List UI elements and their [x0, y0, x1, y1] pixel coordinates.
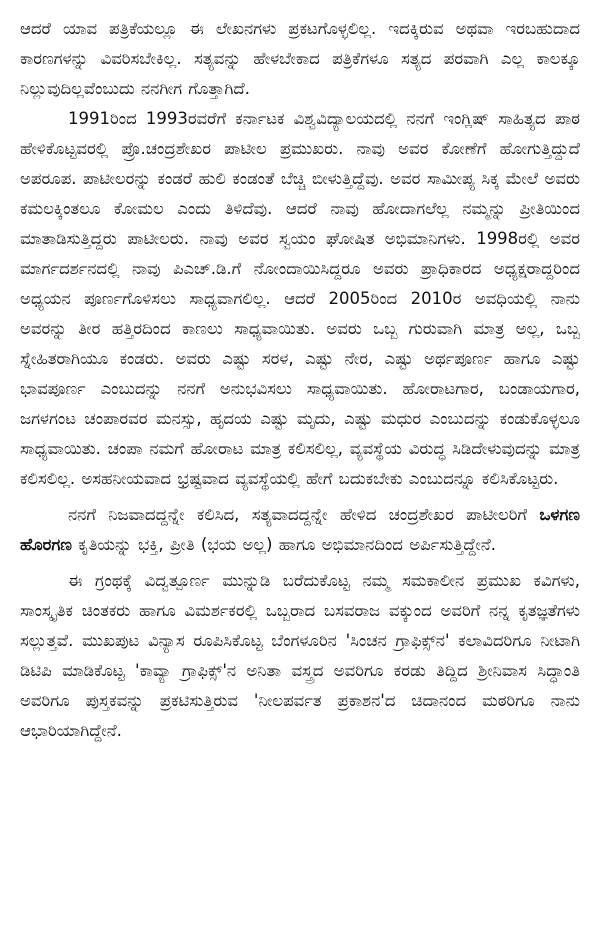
dedication-text-before: ನನಗೆ ನಿಜವಾದದ್ದನ್ನೇ ಕಲಿಸಿದ, ಸತ್ಯವಾದದ್ದನ್ನೇ ಹೇಳಿದ ಚಂದ್ರಶೇಖರ ಪಾಟೀಲರಿಗೆ: [68, 505, 540, 524]
paragraph-dedication: [20, 500, 580, 560]
paragraph-professor-patil: 1991ರಿಂದ 1993ರವರೆಗೆ ಕರ್ನಾಟಕ ವಿಶ್ವವಿದ್ಯಾಲಯದಲ್ಲಿ ನನಗೆ ಇಂಗ್ಲಿಷ್ ಸಾಹಿತ್ಯದ ಪಾಠ ಹೇಳಿಕೊಟ್ಟವರಲ್ಲಿ ಪ್ರೊ.ಚಂದ್ರಶೇಖರ ಪಾಟೀಲ ಪ್ರಮುಖರು. ನಾವು ಅವರ ಕೋಣೆಗೆ ಹೋಗುತ್ತಿದ್ದುದೆ ಅಪರೂಪ. ಪಾಟೀಲರನ್ನು ಕಂಡರೆ ಹುಲಿ ಕಂಡಂತೆ ಬೆಚ್ಚಿ ಬೀಳುತ್ತಿದ್ದೆವು. ಅವರ ಸಾಮೀಪ್ಯ ಸಿಕ್ಕ ಮೇಲೆ ಅವರು ಕಮಲಕ್ಕಿಂತಲೂ ಕೋಮಲ ಎಂದು ತಿಳಿದೆವು. ಆದರೆ ನಾವು ಹೋದಾಗಲೆಲ್ಲ ನಮ್ಮನ್ನು ಪ್ರೀತಿಯಿಂದ ಮಾತಾಡಿಸುತ್ತಿದ್ದರು ಪಾಟೀಲರು. ನಾವು ಅವರ ಸ್ವಯಂ ಘೋಷಿತ ಅಭಿಮಾನಿಗಳು. 1998ರಲ್ಲಿ ಅವರ ಮಾರ್ಗದರ್ಶನದಲ್ಲಿ ನಾವು ಪಿಎಚ್.ಡಿ.ಗೆ ನೋಂದಾಯಿಸಿದ್ದರೂ ಅವರು ಪ್ರಾಧಿಕಾರದ ಅಧ್ಯಕ್ಷರಾದ್ದರಿಂದ ಅಧ್ಯಯನ ಪೂರ್ಣಗೊಳಿಸಲು ಸಾಧ್ಯವಾಗಲಿಲ್ಲ. ಆದರೆ 2005ರಿಂದ 2010ರ ಅವಧಿಯಲ್ಲಿ ನಾನು ಅವರನ್ನು ತೀರ ಹತ್ತಿರದಿಂದ ಕಾಣಲು ಸಾಧ್ಯವಾಯಿತು. ಅವರು ಒಬ್ಬ ಗುರುವಾಗಿ ಮಾತ್ರ ಅಲ್ಲ, ಒಬ್ಬ ಸ್ನೇಹಿತರಾಗಿಯೂ ಕಂಡರು. ಅವರು ಎಷ್ಟು ಸರಳ, ಎಷ್ಟು ನೇರ, ಎಷ್ಟು ಅರ್ಥಪೂರ್ಣ ಹಾಗೂ ಎಷ್ಟು ಭಾವಪೂರ್ಣ ಎಂಬುದನ್ನು ನನಗೆ ಅನುಭವಿಸಲು ಸಾಧ್ಯವಾಯಿತು. ಹೋರಾಟಗಾರ, ಬಂಡಾಯಗಾರ, ಜಗಳಗಂಟ ಚಂಪಾರವರ ಮನಸ್ಸು, ಹೃದಯ ಎಷ್ಟು ಮೃದು, ಎಷ್ಟು ಮಧುರ ಎಂಬುದನ್ನು ಕಂಡುಕೊಳ್ಳಲೂ ಸಾಧ್ಯವಾಯಿತು. ಚಂಪಾ ನಮಗೆ ಹೋರಾಟ ಮಾತ್ರ ಕಲಿಸಲಿಲ್ಲ, ವ್ಯವಸ್ಥೆಯ ವಿರುದ್ಧ ಸಿಡಿದೇಳುವುದನ್ನು ಮಾತ್ರ ಕಲಿಸಲಿಲ್ಲ. ಅಸಹನೀಯವಾದ ಭ್ರಷ್ಟವಾದ ವ್ಯವಸ್ಥೆಯಲ್ಲಿ ಹೇಗೆ ಬದುಕಬೇಕು ಎಂಬುದನ್ನೂ ಕಲಿಸಿಕೊಟ್ಟರು.: [20, 109, 580, 488]
paragraph-acknowledgements: ಈ ಗ್ರಂಥಕ್ಕೆ ವಿದ್ವತ್ಪೂರ್ಣ ಮುನ್ನುಡಿ ಬರೆದುಕೊಟ್ಟ ನಮ್ಮ ಸಮಕಾಲೀನ ಪ್ರಮುಖ ಕವಿಗಳು, ಸಾಂಸ್ಕೃತಿಕ ಚಿಂತಕರು ಹಾಗೂ ವಿಮರ್ಶಕರಲ್ಲಿ ಒಬ್ಬರಾದ ಬಸವರಾಜ ವಕ್ಕುಂದ ಅವರಿಗೆ ನನ್ನ ಕೃತಜ್ಞತೆಗಳು ಸಲ್ಲುತ್ತವೆ. ಮುಖಪುಟ ವಿನ್ಯಾಸ ರೂಪಿಸಿಕೊಟ್ಟ ಬೆಂಗಳೂರಿನ 'ಸಿಂಚನ ಗ್ರಾಫಿಕ್ಸ್‌ನ' ಕಲಾವಿದರಿಗೂ ನೀಟಾಗಿ ಡಿಟಿಪಿ ಮಾಡಿಕೊಟ್ಟ 'ಕಾವ್ಯಾ ಗ್ರಾಫಿಕ್ಸ್‌'ನ ಅನಿತಾ ವಸ್ತ್ರದ ಅವರಿಗೂ ಕರಡು ತಿದ್ದಿದ ಶ್ರೀನಿವಾಸ ಸಿದ್ಧಾಂತಿ ಅವರಿಗೂ ಪುಸ್ತಕವನ್ನು ಪ್ರಕಟಿಸುತ್ತಿರುವ 'ನೀಲಪರ್ವತ ಪ್ರಕಾಶನ'ದ ಚಿದಾನಂದ ಮಠರಿಗೂ ನಾನು ಆಭಾರಿಯಾಗಿದ್ದೇನೆ.: [20, 571, 580, 740]
paragraph-newspapers: ಆದರೆ ಯಾವ ಪತ್ರಿಕೆಯಲ್ಲೂ ಈ ಲೇಖನಗಳು ಪ್ರಕಟಗೊಳ್ಳಲಿಲ್ಲ. ಇದಕ್ಕಿರುವ ಅಥವಾ ಇರಬಹುದಾದ ಕಾರಣಗಳನ್ನು ವಿವರಿಸಬೇಕಿಲ್ಲ. ಸತ್ಯವನ್ನು ಹೇಳಬೇಕಾದ ಪತ್ರಿಕೆಗಳೂ ಸತ್ಯದ ಪರವಾಗಿ ಎಲ್ಲ ಕಾಲಕ್ಕೂ ನಿಲ್ಲುವುದಿಲ್ಲವೆಂಬುದು ನನಗೀಗ ಗೊತ್ತಾಗಿದೆ.: [20, 19, 580, 98]
dedication-text-after: ಕೃತಿಯನ್ನು ಭಕ್ತಿ, ಪ್ರೀತಿ (ಭಯ ಅಲ್ಲ) ಹಾಗೂ ಅಭಿಮಾನದಿಂದ ಅರ್ಪಿಸುತ್ತಿದ್ದೇನೆ.: [71, 535, 496, 554]
book-title: ಒಳಗಣ ಹೊರಗಣ: [20, 505, 580, 554]
